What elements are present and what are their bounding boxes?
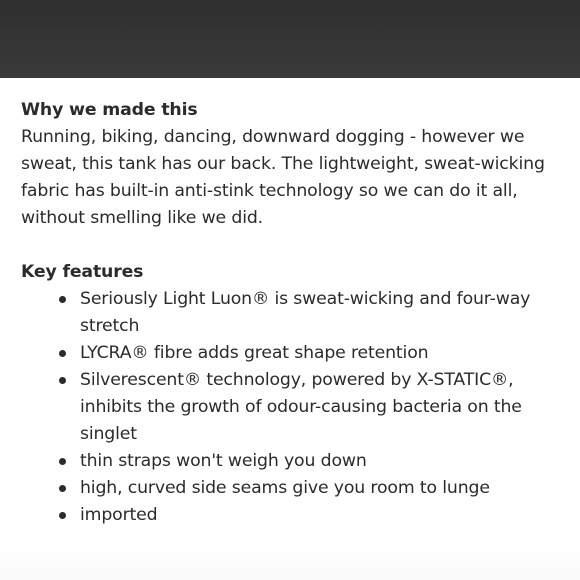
feature-text: Silverescent® technology, powered by X-STATIC®, inhibits the growth of odour-causing bacteria on the singlet [80,370,522,444]
key-features-list [21,286,566,529]
feature-item [59,448,566,475]
key-features-heading: Key features [21,262,144,282]
feature-text: imported [80,505,158,525]
header-image-band [0,0,580,78]
section-spacer [21,232,566,259]
bottom-fade [0,540,580,580]
product-description [21,97,566,529]
feature-item [59,367,566,448]
feature-text: Seriously Light Luon® is sweat-wicking and four-way stretch [80,289,531,336]
feature-text: thin straps won't weigh you down [80,451,367,471]
feature-item [59,475,566,502]
why-we-made-this-text: Running, biking, dancing, downward dogging - however we sweat, this tank has our back. The lightweight, sweat-wicking fabric has built-in anti-stink technology so we can do it all, without smelling like we did. [21,127,545,228]
why-we-made-this-heading: Why we made this [21,100,198,120]
feature-text: LYCRA® fibre adds great shape retention [80,343,429,363]
feature-item [59,286,566,340]
feature-item [59,340,566,367]
feature-text: high, curved side seams give you room to lunge [80,478,490,498]
feature-item [59,502,566,529]
